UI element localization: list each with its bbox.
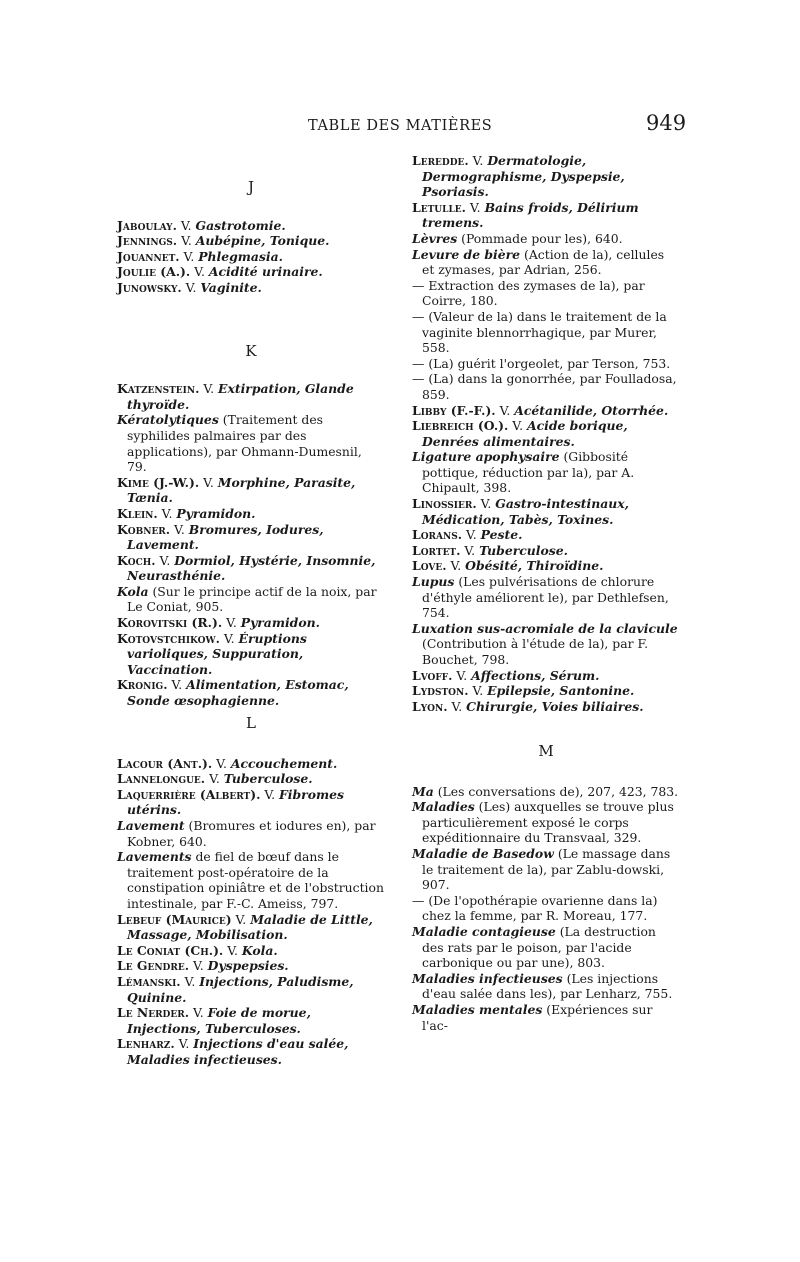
entry-name: Lebeuf (Maurice) — [117, 911, 232, 927]
entry-subj: Maladie contagieuse — [412, 923, 556, 939]
index-entry — [412, 893, 680, 924]
entry-pre: V. — [180, 973, 200, 989]
section-m-entries — [412, 784, 680, 1034]
entry-pre: V. — [260, 786, 280, 802]
entry-pre: V. — [468, 683, 488, 699]
entry-post: (Pommade pour les), 640. — [457, 230, 623, 246]
index-entry — [117, 818, 385, 849]
index-entry — [117, 958, 385, 974]
index-entry — [412, 971, 680, 1002]
entry-pre: V. — [199, 381, 219, 397]
index-entry — [412, 449, 680, 496]
index-entry — [412, 527, 680, 543]
section-l-entries — [117, 756, 385, 1068]
entry-subj: Kola. — [241, 942, 278, 958]
entry-pre: V. — [223, 942, 242, 958]
index-entry — [412, 574, 680, 621]
index-entry — [412, 278, 680, 309]
index-entry — [117, 381, 385, 412]
entry-subj: Gastrotomie. — [195, 217, 286, 233]
entry-subj: Bromures, Iodures, Lavement. — [127, 521, 324, 553]
entry-name: Love. — [412, 558, 447, 574]
entry-name: Lémanski. — [117, 973, 181, 989]
entry-post: (Gibbosité pottique, réduction par la), par A. Chipault, 398. — [422, 449, 635, 496]
index-entry — [117, 506, 385, 522]
index-entry — [412, 543, 680, 559]
entry-post: (La) guérit l'orgeolet, par Terson, 753. — [428, 355, 671, 371]
entry-subj: Injections, Paludisme, Quinine. — [127, 973, 354, 1005]
entry-pre: V. — [190, 264, 209, 280]
entry-subj: Gastro-intestinaux, Médication, Tabès, Toxines. — [422, 496, 629, 527]
entry-name: Le Gendre. — [117, 958, 190, 974]
running-header-title: TABLE DES MATIÈRES — [308, 118, 493, 134]
index-entry — [117, 249, 385, 265]
entry-pre: V. — [495, 402, 515, 418]
entry-subj: Dermatologie, Dermographisme, Dyspepsie, Psoriasis. — [422, 153, 625, 200]
entry-subj: Obésité, Thiroïdine. — [465, 558, 604, 574]
entry-post: (Les injections d'eau salée dans les), par Lenharz, 755. — [422, 970, 673, 1002]
entry-pre: V. — [465, 199, 485, 215]
entry-name: Laquerrière (Albert). — [117, 786, 261, 802]
entry-subj: Chirurgie, Voies biliaires. — [466, 698, 644, 714]
left-column-top — [117, 180, 385, 709]
index-entry — [412, 356, 680, 372]
index-entry — [117, 584, 385, 615]
entry-pre: — — [412, 277, 429, 293]
entry-subj: Acide borique, Denrées alimentaires. — [422, 418, 628, 449]
index-entry — [412, 153, 680, 200]
entry-name: Lacour (Ant.). — [117, 755, 213, 771]
section-j-entries — [117, 218, 385, 296]
entry-subj: Phlegmasia. — [198, 248, 283, 264]
entry-post: (Le massage dans le traitement de la), par Zablu-dowski, 907. — [422, 845, 671, 893]
section-letter-k: K — [245, 341, 257, 360]
entry-subj: Foie de morue, Injections, Tuberculoses. — [127, 1005, 311, 1036]
index-entry — [412, 231, 680, 247]
entry-subj: Epilepsie, Santonine. — [487, 683, 635, 699]
index-entry — [412, 683, 680, 699]
entry-name: Lvoff. — [412, 667, 453, 683]
index-entry — [412, 558, 680, 574]
entry-subj: Lavements — [117, 849, 192, 865]
section-letter-l: L — [246, 714, 256, 732]
right-column-top — [412, 153, 680, 714]
left-column-bottom — [117, 716, 385, 1067]
entry-name: Klein. — [117, 505, 158, 521]
entry-subj: Pyramidon. — [176, 505, 256, 521]
entry-post: (La) dans la gonorrhée, par Foulladosa, 859. — [422, 371, 677, 402]
entry-pre: V. — [170, 521, 189, 537]
entry-subj: Alimentation, Estomac, Sonde œsophagienne. — [127, 677, 349, 709]
index-entry — [117, 218, 385, 234]
index-entry — [412, 699, 680, 715]
entry-name: Lyon. — [412, 698, 448, 714]
entry-name: Kronig. — [117, 677, 168, 693]
index-entry — [412, 371, 680, 402]
entry-subj: Éruptions varioliques, Suppuration, Vaccination. — [127, 630, 307, 677]
index-entry — [412, 621, 680, 668]
entry-post: (Expériences sur l'ac- — [422, 1001, 653, 1033]
entry-subj: Morphine, Parasite, Tænia. — [127, 474, 356, 506]
entry-name: Libby (F.-F.). — [412, 402, 496, 418]
section-k-entries — [117, 381, 385, 708]
entry-name: Le Coniat (Ch.). — [117, 942, 224, 958]
entry-pre: V. — [189, 1005, 208, 1021]
entry-name: Jouannet. — [117, 248, 180, 264]
entry-name: Kobner. — [117, 521, 171, 537]
entry-pre: V. — [205, 771, 224, 787]
entry-name: Letulle. — [412, 199, 466, 215]
entry-name: Joulie (A.). — [117, 264, 191, 280]
entry-pre: — — [412, 308, 429, 324]
entry-name: Kotovstchikow. — [117, 630, 220, 646]
entry-name: Korovitski (R.). — [117, 615, 223, 631]
entry-subj: Ligature apophysaire — [412, 449, 560, 465]
index-entry — [412, 799, 680, 846]
page-number: 949 — [646, 111, 687, 135]
index-entry — [412, 247, 680, 278]
index-entry — [117, 553, 385, 584]
entry-post: (De l'opothérapie ovarienne dans la) chez la femme, par R. Moreau, 177. — [422, 892, 658, 924]
entry-name: Le Nerder. — [117, 1005, 190, 1021]
entry-post: (Contribution à l'étude de la), par F. Bouchet, 798. — [422, 636, 649, 667]
entry-subj: Peste. — [480, 527, 523, 543]
entry-subj: Acétanilide, Otorrhée. — [514, 402, 669, 418]
index-entry — [117, 787, 385, 818]
entry-post: Extraction des zymases de la), par Coirre, 180. — [422, 277, 645, 309]
entry-subj: Acidité urinaire. — [208, 264, 323, 280]
entry-post: (Traitement des syphilides palmaires par des applications), par Ohmann-Dumesnil, 79. — [127, 412, 362, 475]
entry-subj: Tuberculose. — [223, 771, 313, 787]
entry-subj: Ma — [412, 783, 434, 799]
entry-pre: V. — [179, 248, 199, 264]
index-entry — [412, 496, 680, 527]
entry-pre: V. — [222, 615, 241, 631]
entry-pre: V. — [447, 698, 467, 714]
entry-post: (Valeur de la) dans le traitement de la vaginite blennorrhagique, par Murer, 558. — [422, 308, 667, 356]
entry-name: Jaboulay. — [117, 217, 177, 233]
entry-post: (Les) auxquelles se trouve plus particulièrement exposé le corps expéditionnaire du Transvaal, 329. — [422, 799, 674, 846]
section-l-continued-entries — [412, 153, 680, 714]
entry-name: Liebreich (O.). — [412, 418, 509, 434]
index-entry — [412, 668, 680, 684]
section-letter-j: J — [247, 178, 254, 196]
index-entry — [412, 309, 680, 356]
entry-subj: Affections, Sérum. — [471, 667, 600, 683]
entry-subj: Accouchement. — [230, 755, 338, 771]
index-entry — [117, 264, 385, 280]
index-entry — [117, 912, 385, 943]
entry-post: (Bromures et iodures en), par Kobner, 640. — [127, 817, 376, 849]
entry-pre: V. — [157, 505, 177, 521]
entry-pre: V. — [174, 1036, 194, 1052]
entry-name: Linossier. — [412, 496, 477, 512]
entry-subj: Maladie de Little, Massage, Mobilisation. — [127, 911, 373, 943]
entry-pre: — — [412, 371, 429, 387]
entry-subj: Bains froids, Délirium tremens. — [422, 199, 639, 231]
index-entry — [412, 200, 680, 231]
entry-pre: V. — [508, 418, 527, 434]
entry-post: (Sur le principe actif de la noix, par Le Coniat, 905. — [127, 583, 377, 615]
entry-pre: V. — [231, 911, 251, 927]
index-entry — [412, 403, 680, 419]
index-entry — [412, 846, 680, 893]
entry-post: (La destruction des rats par le poison, par l'acide carbonique ou par une), 803. — [422, 923, 656, 971]
entry-name: Lorans. — [412, 527, 463, 543]
entry-name: Jennings. — [117, 233, 178, 249]
entry-pre: V. — [462, 527, 481, 543]
index-entry — [412, 418, 680, 449]
entry-subj: Vaginite. — [200, 279, 262, 295]
entry-post: (Action de la), cellules et zymases, par Adrian, 256. — [422, 246, 665, 278]
entry-subj: Kératolytiques — [117, 412, 219, 428]
entry-post: (Les pulvérisations de chlorure d'éthyle améliorent le), par Dethlefsen, 754. — [422, 574, 669, 621]
entry-subj: Injections d'eau salée, Maladies infectieuses. — [127, 1036, 349, 1067]
entry-subj: Pyramidon. — [240, 615, 320, 631]
index-entry — [117, 1036, 385, 1067]
index-entry — [117, 1005, 385, 1036]
entry-subj: Levure de bière — [412, 246, 521, 262]
entry-subj: Extirpation, Glande thyroïde. — [127, 381, 354, 412]
index-entry — [117, 771, 385, 787]
index-entry — [117, 756, 385, 772]
entry-subj: Kola — [117, 583, 149, 599]
index-entry — [117, 475, 385, 506]
entry-subj: Aubépine, Tonique. — [195, 233, 330, 249]
entry-subj: Tuberculose. — [479, 542, 568, 558]
entry-pre: V. — [476, 496, 496, 512]
entry-pre: V. — [212, 755, 231, 771]
entry-pre: V. — [199, 474, 218, 490]
entry-subj: Lavement — [117, 817, 185, 833]
entry-pre: V. — [177, 233, 196, 249]
right-column-bottom — [412, 744, 680, 1033]
entry-subj: Luxation sus-acromiale de la clavicule — [412, 620, 678, 636]
entry-subj: Lèvres — [412, 230, 458, 246]
entry-pre: V. — [452, 667, 472, 683]
index-entry — [117, 412, 385, 474]
index-entry — [117, 280, 385, 296]
entry-pre: V. — [219, 630, 239, 646]
entry-name: Kime (J.-W.). — [117, 474, 200, 490]
entry-name: Lannelongue. — [117, 771, 206, 787]
entry-name: Katzenstein. — [117, 381, 200, 397]
index-entry — [412, 1002, 680, 1033]
index-entry — [117, 849, 385, 911]
entry-name: Leredde. — [412, 153, 469, 168]
section-letter-m: M — [538, 742, 554, 760]
entry-pre: V. — [181, 279, 201, 295]
entry-subj: Lupus — [412, 574, 455, 590]
entry-post: (Les conversations de), 207, 423, 783. — [433, 783, 679, 799]
index-entry — [117, 233, 385, 249]
entry-pre: V. — [155, 552, 175, 568]
index-entry — [412, 924, 680, 971]
entry-subj: Maladies infectieuses — [412, 970, 563, 986]
entry-pre: — — [412, 355, 429, 371]
entry-subj: Maladie de Basedow — [412, 845, 554, 861]
entry-pre: V. — [167, 677, 187, 693]
index-entry — [117, 631, 385, 678]
entry-name: Koch. — [117, 552, 156, 568]
entry-pre: V. — [189, 958, 208, 974]
entry-subj: Maladies mentales — [412, 1001, 543, 1017]
entry-pre: V. — [468, 153, 488, 168]
index-entry — [117, 974, 385, 1005]
entry-subj: Dyspepsies. — [207, 958, 289, 974]
entry-pre: — — [412, 892, 429, 908]
entry-pre: V. — [176, 217, 196, 233]
entry-subj: Dormiol, Hystérie, Insomnie, Neurasthénie. — [127, 552, 376, 584]
entry-pre: V. — [460, 542, 480, 558]
entry-pre: V. — [446, 558, 466, 574]
entry-name: Lydston. — [412, 683, 469, 699]
entry-subj: Maladies — [412, 799, 475, 815]
entry-name: Lenharz. — [117, 1036, 175, 1052]
entry-post: de fiel de bœuf dans le traitement post-opératoire de la constipation opiniâtre et de l'obstruction intestinale, par F.-C. Ameiss, 797. — [127, 849, 384, 911]
index-entry — [412, 784, 680, 800]
index-entry — [117, 677, 385, 708]
index-entry — [117, 522, 385, 553]
index-entry — [117, 615, 385, 631]
index-entry — [117, 943, 385, 959]
entry-name: Junowsky. — [117, 279, 182, 295]
entry-subj: Fibromes utérins. — [127, 786, 344, 818]
entry-name: Lortet. — [412, 542, 461, 558]
